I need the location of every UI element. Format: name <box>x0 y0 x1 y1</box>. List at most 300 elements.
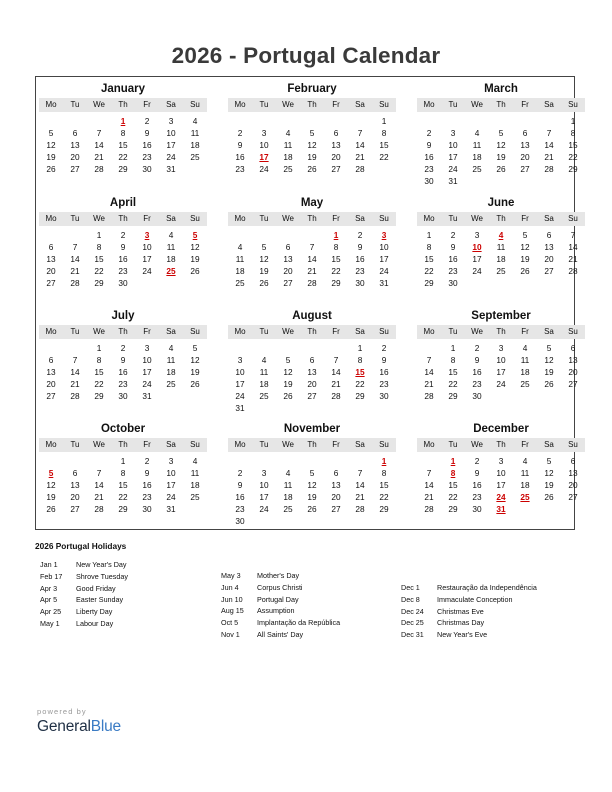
holiday-entry <box>40 559 128 571</box>
calendar-frame <box>35 76 578 530</box>
day-cell: 31 <box>379 278 389 288</box>
day-cell: 21 <box>331 379 341 389</box>
day-cell: 25 <box>283 504 293 514</box>
day-cell: 15 <box>379 480 389 490</box>
day-cell: 25 <box>190 492 200 502</box>
weekday-label: Fr <box>143 214 151 223</box>
holiday-name: Mother's Day <box>257 571 300 580</box>
day-cell: 3 <box>498 456 504 466</box>
weekday-header <box>417 212 585 226</box>
weekday-label: Fr <box>143 100 151 109</box>
holiday-name: Christmas Day <box>437 618 485 628</box>
day-cell: 6 <box>309 355 315 365</box>
day-cell: 14 <box>70 367 80 377</box>
holiday-day: 24 <box>496 492 506 502</box>
day-cell: 19 <box>46 152 56 162</box>
weekday-label: Mo <box>234 214 246 223</box>
day-cell: 27 <box>307 391 317 401</box>
day-cell: 21 <box>355 152 365 162</box>
holiday-day: 1 <box>381 456 387 466</box>
day-cell: 20 <box>70 152 80 162</box>
holiday-date: Apr 5 <box>40 595 58 605</box>
day-cell: 4 <box>474 128 480 138</box>
weekday-label: Sa <box>166 214 176 223</box>
day-cell: 24 <box>496 379 506 389</box>
day-cell: 24 <box>448 164 458 174</box>
day-cell: 30 <box>118 391 128 401</box>
day-cell: 6 <box>48 242 54 252</box>
weekday-label: Tu <box>448 100 458 109</box>
weekday-label: Th <box>496 100 506 109</box>
week-row <box>417 265 585 277</box>
month-title: October <box>100 423 146 435</box>
day-cell: 1 <box>426 230 432 240</box>
week-row <box>228 467 396 479</box>
day-cell: 15 <box>94 254 104 264</box>
week-row <box>417 390 585 402</box>
weekday-label: Fr <box>521 440 529 449</box>
day-cell: 4 <box>237 242 243 252</box>
week-row <box>417 479 585 491</box>
weekday-label: We <box>471 100 483 109</box>
day-cell: 24 <box>166 492 176 502</box>
day-cell <box>39 115 63 127</box>
day-cell: 18 <box>283 492 293 502</box>
day-cell: 23 <box>142 492 152 502</box>
month-title: March <box>484 83 518 95</box>
day-cell: 7 <box>333 355 339 365</box>
day-cell: 3 <box>498 343 504 353</box>
month-january <box>39 81 207 175</box>
day-cell <box>300 229 324 241</box>
day-cell: 29 <box>118 504 128 514</box>
weekday-label: We <box>93 440 105 449</box>
day-cell: 15 <box>448 480 458 490</box>
day-cell: 5 <box>309 468 315 478</box>
day-cell <box>348 115 372 127</box>
day-cell: 2 <box>144 116 150 126</box>
day-cell: 8 <box>120 128 126 138</box>
day-cell <box>228 455 252 467</box>
day-cell: 25 <box>259 391 269 401</box>
day-cell: 3 <box>168 116 174 126</box>
day-cell: 8 <box>96 355 102 365</box>
day-cell: 12 <box>544 355 554 365</box>
day-cell <box>489 175 513 187</box>
weekday-label: We <box>471 214 483 223</box>
day-cell <box>372 515 396 527</box>
day-cell: 25 <box>520 379 530 389</box>
week-row <box>39 139 207 151</box>
holiday-date: Feb 17 <box>40 571 63 581</box>
day-cell <box>561 175 585 187</box>
month-november <box>228 421 396 527</box>
day-cell: 11 <box>190 468 200 478</box>
week-row <box>228 354 396 366</box>
holiday-day: 10 <box>472 242 482 252</box>
holiday-date: Oct 5 <box>221 618 239 628</box>
day-cell <box>276 115 300 127</box>
logo-blue: Blue <box>90 718 121 735</box>
weekday-label: Sa <box>166 100 176 109</box>
week-row <box>39 390 207 402</box>
day-cell: 2 <box>120 230 126 240</box>
weekday-label: Fr <box>332 440 340 449</box>
day-cell: 30 <box>472 504 482 514</box>
day-cell: 29 <box>94 391 104 401</box>
holiday-day: 1 <box>333 230 339 240</box>
day-cell: 21 <box>94 152 104 162</box>
day-cell: 22 <box>448 379 458 389</box>
week-row <box>39 253 207 265</box>
day-cell: 13 <box>568 468 578 478</box>
day-cell: 7 <box>96 468 102 478</box>
holiday-date: Jun 10 <box>221 594 243 604</box>
day-cell <box>513 277 537 289</box>
holiday-day: 5 <box>48 468 54 478</box>
day-cell: 6 <box>285 242 291 252</box>
day-cell: 10 <box>166 468 176 478</box>
weekday-label: Mo <box>234 100 246 109</box>
day-cell: 21 <box>355 492 365 502</box>
holiday-entry <box>221 605 340 617</box>
week-row <box>39 115 207 127</box>
week-row <box>417 491 585 503</box>
weekday-label: Sa <box>544 440 554 449</box>
day-cell: 18 <box>235 266 245 276</box>
week-row <box>39 467 207 479</box>
weekday-label: Mo <box>423 440 435 449</box>
day-cell: 11 <box>166 355 176 365</box>
day-cell: 16 <box>472 367 482 377</box>
day-cell: 17 <box>448 152 458 162</box>
holiday-entry <box>401 594 537 606</box>
holiday-day: 25 <box>166 266 176 276</box>
weekday-header <box>417 98 585 112</box>
day-cell: 30 <box>448 278 458 288</box>
day-cell: 17 <box>472 254 482 264</box>
week-row <box>39 342 207 354</box>
month-june <box>417 195 585 289</box>
week-row <box>417 163 585 175</box>
weekday-label: Sa <box>544 100 554 109</box>
day-cell: 12 <box>283 367 293 377</box>
weekday-label: Mo <box>45 214 57 223</box>
day-cell: 23 <box>235 504 245 514</box>
day-cell: 28 <box>307 278 317 288</box>
day-cell <box>561 390 585 402</box>
day-cell: 14 <box>568 242 578 252</box>
weekday-label: Sa <box>355 327 365 336</box>
day-cell: 7 <box>357 468 363 478</box>
day-cell: 10 <box>379 242 389 252</box>
day-cell: 9 <box>120 242 126 252</box>
day-cell: 30 <box>118 278 128 288</box>
week-row <box>228 115 396 127</box>
holiday-day: 8 <box>450 468 456 478</box>
day-cell: 4 <box>192 456 198 466</box>
day-cell: 20 <box>283 266 293 276</box>
day-cell: 13 <box>46 367 56 377</box>
day-cell: 31 <box>166 164 176 174</box>
day-cell: 8 <box>381 128 387 138</box>
day-cell: 16 <box>118 254 128 264</box>
holiday-name: New Year's Eve <box>437 630 488 640</box>
day-cell: 20 <box>331 492 341 502</box>
month-august <box>228 308 396 414</box>
day-cell: 2 <box>474 343 480 353</box>
month-title: July <box>111 310 135 322</box>
day-cell <box>252 455 276 467</box>
weekday-label: Fr <box>521 214 529 223</box>
day-cell: 27 <box>331 164 341 174</box>
weekday-label: Sa <box>166 327 176 336</box>
day-cell: 8 <box>96 242 102 252</box>
holiday-day: 5 <box>192 230 198 240</box>
week-row <box>39 241 207 253</box>
month-title: August <box>292 310 332 322</box>
logo-general: General <box>37 718 91 735</box>
weekday-header <box>228 212 396 226</box>
day-cell: 19 <box>46 492 56 502</box>
day-cell: 19 <box>544 480 554 490</box>
weekday-label: Mo <box>234 327 246 336</box>
weekday-label: Sa <box>355 100 365 109</box>
week-row <box>228 241 396 253</box>
day-cell: 22 <box>331 266 341 276</box>
day-cell: 4 <box>285 468 291 478</box>
day-cell: 16 <box>235 492 245 502</box>
day-cell: 30 <box>142 504 152 514</box>
day-cell: 2 <box>381 343 387 353</box>
day-cell: 28 <box>355 164 365 174</box>
week-row <box>228 277 396 289</box>
day-cell <box>300 402 324 414</box>
month-march <box>417 81 585 187</box>
day-cell: 23 <box>424 164 434 174</box>
weekday-label: Tu <box>448 214 458 223</box>
holiday-name: Shrove Tuesday <box>76 571 128 581</box>
day-cell: 4 <box>261 355 267 365</box>
weekday-label: Th <box>118 100 128 109</box>
month-title: January <box>100 83 146 95</box>
holiday-name: Implantação da República <box>257 618 341 628</box>
day-cell <box>276 515 300 527</box>
day-cell: 6 <box>522 128 528 138</box>
day-cell: 26 <box>496 164 506 174</box>
day-cell: 10 <box>166 128 176 138</box>
day-cell: 14 <box>355 140 365 150</box>
day-cell: 30 <box>472 391 482 401</box>
day-cell: 20 <box>70 492 80 502</box>
holiday-entry <box>40 618 128 630</box>
weekday-label: Sa <box>544 327 554 336</box>
day-cell: 6 <box>570 456 576 466</box>
day-cell <box>324 402 348 414</box>
day-cell: 26 <box>544 492 554 502</box>
day-cell: 1 <box>120 456 126 466</box>
week-row <box>417 139 585 151</box>
day-cell <box>489 390 513 402</box>
holiday-name: Liberty Day <box>76 607 113 617</box>
weekday-label: Mo <box>423 100 435 109</box>
weekday-label: Fr <box>332 214 340 223</box>
weekday-label: Fr <box>143 440 151 449</box>
weekday-label: Tu <box>70 100 80 109</box>
holiday-date: Dec 1 <box>401 583 420 592</box>
month-october <box>39 421 207 515</box>
day-cell: 27 <box>520 164 530 174</box>
day-cell: 23 <box>235 164 245 174</box>
weekday-label: Fr <box>143 327 151 336</box>
week-row <box>228 479 396 491</box>
holiday-day: 1 <box>450 456 456 466</box>
day-cell: 13 <box>46 254 56 264</box>
weekday-label: Su <box>190 100 200 109</box>
day-cell: 21 <box>544 152 554 162</box>
day-cell: 2 <box>474 456 480 466</box>
day-cell: 28 <box>70 391 80 401</box>
day-cell: 9 <box>144 128 150 138</box>
weekday-label: We <box>93 327 105 336</box>
week-row <box>228 503 396 515</box>
day-cell: 20 <box>568 480 578 490</box>
weekday-label: We <box>282 327 294 336</box>
weekday-label: Tu <box>70 214 80 223</box>
day-cell: 13 <box>70 480 80 490</box>
week-row <box>417 115 585 127</box>
week-row <box>39 455 207 467</box>
week-row <box>228 491 396 503</box>
day-cell: 9 <box>381 355 387 365</box>
day-cell: 22 <box>379 492 389 502</box>
week-row <box>228 402 396 414</box>
day-cell <box>228 229 252 241</box>
month-title: June <box>487 197 515 209</box>
day-cell <box>513 390 537 402</box>
weekday-label: Sa <box>544 214 554 223</box>
day-cell: 15 <box>331 254 341 264</box>
day-cell: 28 <box>424 391 434 401</box>
day-cell: 20 <box>568 367 578 377</box>
day-cell: 17 <box>166 140 176 150</box>
day-cell <box>276 402 300 414</box>
day-cell: 29 <box>448 504 458 514</box>
weekday-label: We <box>93 100 105 109</box>
day-cell: 17 <box>379 254 389 264</box>
day-cell <box>537 277 561 289</box>
day-cell: 20 <box>544 254 554 264</box>
holiday-date: Nov 1 <box>221 629 240 639</box>
day-cell: 27 <box>544 266 554 276</box>
day-cell: 5 <box>261 242 267 252</box>
day-cell: 29 <box>379 504 389 514</box>
day-cell: 10 <box>259 140 269 150</box>
day-cell: 12 <box>190 242 200 252</box>
day-cell: 21 <box>424 492 434 502</box>
day-cell: 15 <box>118 480 128 490</box>
day-cell: 22 <box>94 379 104 389</box>
day-cell: 9 <box>357 242 363 252</box>
week-row <box>39 265 207 277</box>
holiday-name: Easter Sunday <box>76 595 124 605</box>
day-cell: 24 <box>142 379 152 389</box>
weekday-label: Th <box>118 440 128 449</box>
week-row <box>417 366 585 378</box>
day-cell: 12 <box>46 140 56 150</box>
holiday-day: 17 <box>259 152 269 162</box>
holiday-day: 1 <box>120 116 126 126</box>
day-cell <box>228 115 252 127</box>
weekday-label: Su <box>568 327 578 336</box>
week-row <box>228 163 396 175</box>
day-cell <box>513 503 537 515</box>
weekday-header <box>39 438 207 452</box>
day-cell <box>252 342 276 354</box>
day-cell <box>39 229 63 241</box>
day-cell: 13 <box>70 140 80 150</box>
day-cell: 18 <box>472 152 482 162</box>
powered-by-text: powered by <box>37 707 87 716</box>
day-cell: 16 <box>355 254 365 264</box>
day-cell <box>489 277 513 289</box>
day-cell: 27 <box>70 504 80 514</box>
day-cell: 22 <box>118 492 128 502</box>
day-cell: 26 <box>307 164 317 174</box>
day-cell: 16 <box>424 152 434 162</box>
day-cell <box>39 455 63 467</box>
day-cell: 19 <box>544 367 554 377</box>
day-cell <box>537 115 561 127</box>
day-cell: 5 <box>309 128 315 138</box>
day-cell: 28 <box>70 278 80 288</box>
day-cell: 30 <box>235 516 245 526</box>
day-cell: 3 <box>261 128 267 138</box>
weekday-label: Tu <box>70 440 80 449</box>
day-cell <box>276 455 300 467</box>
day-cell: 17 <box>259 492 269 502</box>
weekday-label: Fr <box>332 100 340 109</box>
day-cell: 7 <box>426 355 432 365</box>
day-cell: 25 <box>472 164 482 174</box>
week-row <box>417 503 585 515</box>
day-cell: 21 <box>94 492 104 502</box>
weekday-label: Su <box>379 214 389 223</box>
holiday-entry <box>401 629 537 641</box>
day-cell: 6 <box>72 468 78 478</box>
day-cell <box>183 163 207 175</box>
day-cell <box>417 455 441 467</box>
day-cell: 10 <box>235 367 245 377</box>
day-cell <box>300 455 324 467</box>
day-cell: 24 <box>259 504 269 514</box>
holiday-date: Apr 25 <box>40 607 62 617</box>
month-february <box>228 81 396 175</box>
day-cell: 28 <box>568 266 578 276</box>
day-cell: 10 <box>448 140 458 150</box>
holiday-column <box>40 559 128 630</box>
weekday-header <box>228 325 396 339</box>
day-cell: 29 <box>94 278 104 288</box>
holiday-entry <box>221 582 340 594</box>
day-cell: 21 <box>424 379 434 389</box>
day-cell: 29 <box>448 391 458 401</box>
day-cell: 22 <box>94 266 104 276</box>
day-cell <box>513 175 537 187</box>
week-row <box>39 378 207 390</box>
day-cell: 19 <box>520 254 530 264</box>
day-cell: 20 <box>46 379 56 389</box>
